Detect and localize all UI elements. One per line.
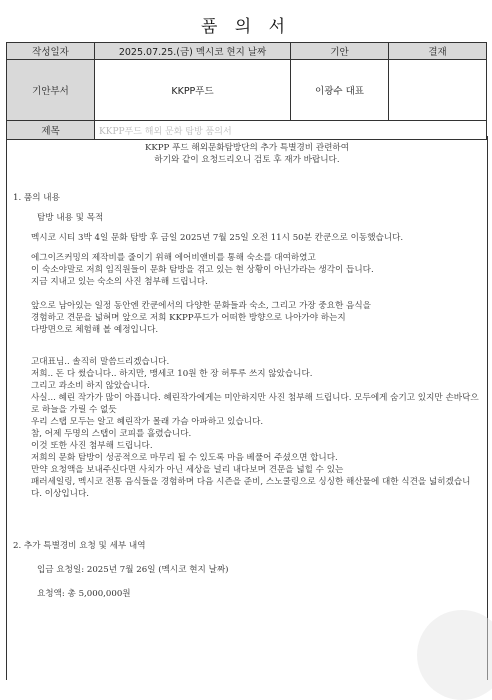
body-paragraph: 이것 또한 사진 첨부해 드립니다.	[31, 441, 153, 451]
page-corner-shadow	[417, 610, 492, 700]
intro-block	[7, 142, 487, 166]
body-paragraph: 멕시코 시티 3박 4일 문화 탐방 후 금일 2025년 7월 25일 오전 11시 50분 칸쿤으로 이동했습니다.	[31, 233, 404, 243]
section-2-heading: 2. 추가 특별경비 요청 및 세부 내역	[13, 541, 146, 551]
body-paragraph: 그리고 과소비 하지 않았습니다.	[31, 381, 150, 391]
body-paragraph: 이 숙소야말로 저희 임직원들이 문화 탐방을 겪고 있는 현 상황이 아닌가라는 생각이 듭니다.	[31, 265, 374, 275]
author-date-label: 작성일자	[7, 43, 95, 60]
dept-label: 기안부서	[7, 60, 95, 121]
body-paragraph: 우리 스탭 모두는 알고 혜린작가 몰래 가슴 아파하고 있습니다.	[31, 417, 264, 427]
draft-label: 기안	[291, 43, 389, 60]
intro-line: 하기와 같이 요청드리오니 검토 후 재가 바랍니다.	[154, 155, 340, 165]
body-paragraph: 다방면으로 체험해 볼 예정입니다.	[31, 325, 159, 335]
body-paragraph: 경험하고 견문을 넓혀며 앞으로 저희 KKPP푸드가 어떠한 방향으로 나아가야 하는지	[31, 313, 346, 323]
request-amount: 요청액: 총 5,000,000원	[37, 589, 131, 599]
approval-table	[6, 42, 487, 140]
subject-value: KKPP푸드 해외 문화 탐방 품의서	[95, 121, 487, 140]
body-paragraph: 고대표님.. 솔직히 말씀드리겠습니다.	[31, 357, 170, 367]
document-title: 품 의 서	[200, 17, 292, 37]
body-paragraph: 패러세일링, 멕시코 전통 음식들을 경험하며 다음 시즌을 준비, 스노쿨링으로 싱싱한 해산물에 대한 식견을 넓히겠습니다. 이상입니다.	[31, 477, 471, 499]
body-paragraph: 저희.. 돈 다 썼습니다.. 하지만, 맹세코 10원 한 장 허투루 쓰지 않았습니다.	[31, 369, 313, 379]
section-1-subheading: 탐방 내용 및 목적	[37, 213, 104, 223]
request-date: 입금 요청일: 2025년 7월 26일 (멕시코 현지 날짜)	[37, 565, 229, 575]
body-paragraph: 지금 지내고 있는 숙소의 사진 첨부해 드립니다.	[31, 277, 208, 287]
document-body	[6, 136, 488, 680]
author-date-value: 2025.07.25.(금) 멕시코 현지 날짜	[95, 43, 291, 60]
approval-signature-box[interactable]	[389, 60, 487, 121]
body-paragraph: 사실... 혜린 작가가 많이 아픕니다. 혜린작가에게는 미안하지만 사진 첨부해 드립니다. 모두에게 숨기고 있지만 손바닥으로 하늘을 가릴 수 없듯	[31, 393, 479, 415]
body-paragraph: 참, 어제 두명의 스탭이 코피를 흘렸습니다.	[31, 429, 192, 439]
approval-label: 결재	[389, 43, 487, 60]
intro-line: KKPP 푸드 해외문화탐방단의 추가 특별경비 관련하여	[144, 143, 350, 153]
subject-label: 제목	[7, 121, 95, 140]
dept-value: KKPP푸드	[95, 60, 291, 121]
body-paragraph: 만약 요청액을 보내주신다면 사치가 아닌 세상을 널리 내다보며 견문을 넓힐 수 있는	[31, 465, 344, 475]
section-1-heading: 1. 품의 내용	[13, 193, 60, 203]
body-paragraph: 앞으로 남아있는 일정 동안엔 칸쿤에서의 다양한 문화들과 숙소, 그리고 가장 중요한 음식을	[31, 301, 371, 311]
body-paragraph: 저희의 문화 탐방이 성공적으로 마무리 될 수 있도록 마음 베풀어 주셨으면 합니다.	[31, 453, 338, 463]
body-paragraph: 에그이즈커밍의 제작비를 줄이기 위해 에어비앤비를 통해 숙소를 대여하였고	[31, 253, 316, 263]
drafter-value: 이광수 대표	[291, 60, 389, 121]
